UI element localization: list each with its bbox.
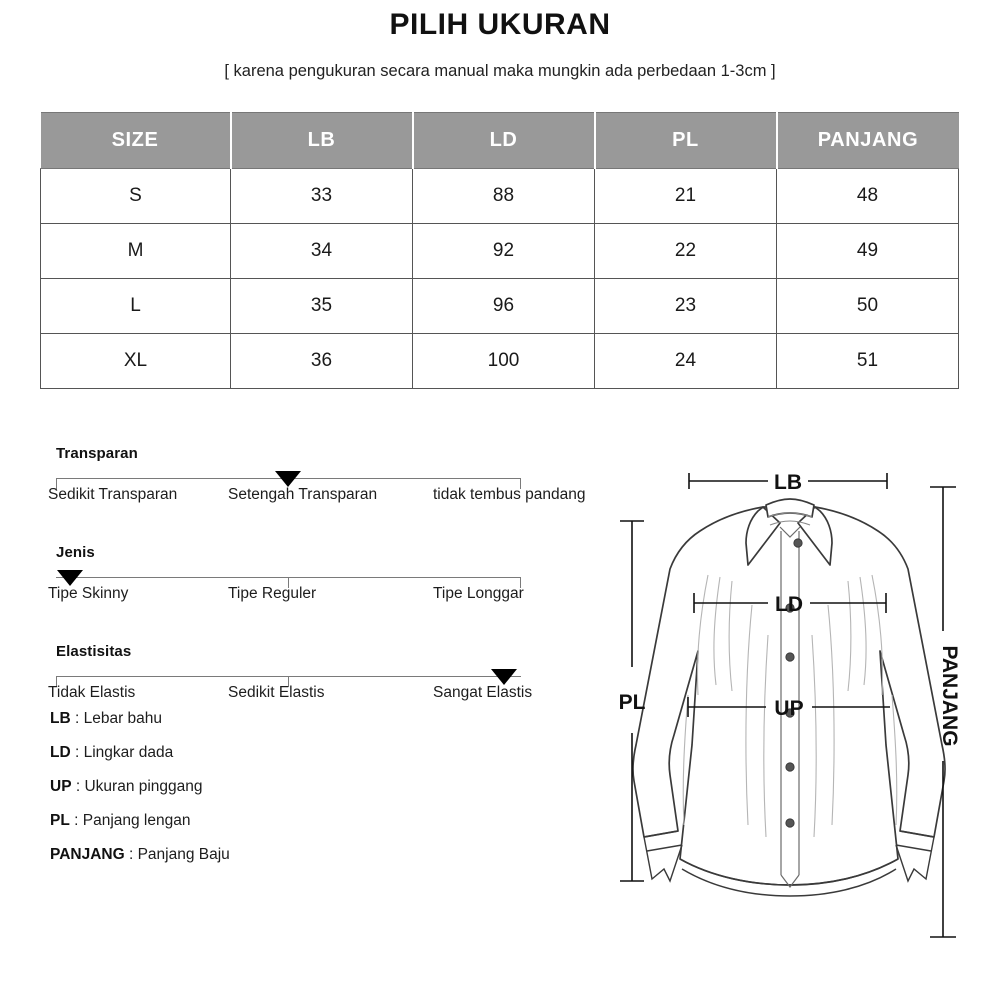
scale-label-middle: Tipe Reguler (228, 585, 317, 602)
scale-labels-elastisitas (48, 684, 601, 706)
cell-ld: 96 (413, 279, 595, 334)
legend-text: Panjang lengan (82, 812, 191, 829)
legend-item-lb (50, 710, 470, 728)
cell-pl: 22 (595, 224, 777, 279)
ld-measurement-label: LD (775, 593, 803, 616)
cell-panjang: 48 (777, 169, 959, 224)
legend-abbr: LD (50, 744, 71, 761)
cell-panjang: 51 (777, 334, 959, 389)
column-header-panjang: PANJANG (777, 113, 959, 169)
legend-text: Lebar bahu (83, 710, 163, 727)
column-header-pl: PL (595, 113, 777, 169)
scale-labels-jenis (48, 585, 601, 607)
legend-abbr: UP (50, 778, 72, 795)
legend-text: Panjang Baju (137, 846, 230, 863)
scale-heading-jenis: Jenis (56, 544, 95, 561)
scale-track-transparan (56, 468, 521, 486)
up-measurement-label: UP (774, 697, 804, 720)
table-row (41, 224, 959, 279)
page-title: PILIH UKURAN (389, 8, 611, 41)
scale-label-right: Tipe Longgar (433, 585, 524, 602)
legend-sep: : (69, 812, 83, 829)
panjang-measurement-label: PANJANG (938, 645, 961, 747)
scale-label-middle: Setengah Transparan (228, 486, 378, 503)
legend-abbr: PL (50, 812, 70, 829)
scale-jenis (48, 544, 608, 616)
table-row (41, 169, 959, 224)
scale-track-elastisitas (56, 666, 521, 684)
scale-label-right: tidak tembus pandang (433, 486, 586, 503)
column-header-size: SIZE (41, 113, 231, 169)
cell-pl: 21 (595, 169, 777, 224)
legend-item-ld (50, 744, 470, 762)
cell-lb: 36 (231, 334, 413, 389)
scale-heading-transparan: Transparan (56, 445, 138, 462)
scale-label-right: Sangat Elastis (433, 684, 533, 701)
scale-label-left: Sedikit Transparan (48, 486, 178, 503)
table-row (41, 334, 959, 389)
blouse-outline (633, 507, 945, 885)
cell-size: M (41, 224, 231, 279)
legend-item-pl (50, 812, 470, 830)
column-header-lb: LB (231, 113, 413, 169)
pl-measurement-label: PL (618, 691, 646, 714)
cell-lb: 35 (231, 279, 413, 334)
cell-panjang: 49 (777, 224, 959, 279)
cell-ld: 92 (413, 224, 595, 279)
scale-marker-elastisitas (491, 669, 517, 685)
garment-diagram (600, 445, 1000, 965)
legend-sep: : (71, 778, 85, 795)
scale-heading-elastisitas: Elastisitas (56, 643, 132, 660)
legend-sep: : (124, 846, 138, 863)
scale-label-middle: Sedikit Elastis (228, 684, 325, 701)
lb-measurement-label: LB (774, 471, 802, 494)
cell-ld: 100 (413, 334, 595, 389)
legend-item-panjang (50, 846, 470, 864)
scale-transparan (48, 445, 608, 517)
table-header-row (41, 113, 959, 169)
scale-marker-jenis (57, 570, 83, 586)
legend-sep: : (70, 744, 84, 761)
cell-lb: 34 (231, 224, 413, 279)
blouse-illustration-svg (600, 445, 1000, 965)
scale-label-left: Tidak Elastis (48, 684, 136, 701)
cell-size: XL (41, 334, 231, 389)
cell-pl: 23 (595, 279, 777, 334)
scale-labels-transparan (48, 486, 601, 508)
legend-text: Lingkar dada (83, 744, 174, 761)
table-row (41, 279, 959, 334)
legend-abbr: PANJANG (50, 846, 125, 863)
property-scales (48, 445, 608, 742)
scale-elastisitas (48, 643, 608, 715)
cell-ld: 88 (413, 169, 595, 224)
legend-text: Ukuran pinggang (84, 778, 203, 795)
scale-track-jenis (56, 567, 521, 585)
column-header-ld: LD (413, 113, 595, 169)
cell-panjang: 50 (777, 279, 959, 334)
cell-size: S (41, 169, 231, 224)
cell-lb: 33 (231, 169, 413, 224)
abbreviation-legend (50, 710, 470, 880)
scale-marker-transparan (275, 471, 301, 487)
page-subtitle: [ karena pengukuran secara manual maka mungkin ada perbedaan 1-3cm ] (224, 62, 776, 80)
cell-pl: 24 (595, 334, 777, 389)
cell-size: L (41, 279, 231, 334)
legend-abbr: LB (50, 710, 71, 727)
size-table (40, 112, 959, 389)
legend-item-up (50, 778, 470, 796)
scale-label-left: Tipe Skinny (48, 585, 129, 602)
legend-sep: : (70, 710, 84, 727)
